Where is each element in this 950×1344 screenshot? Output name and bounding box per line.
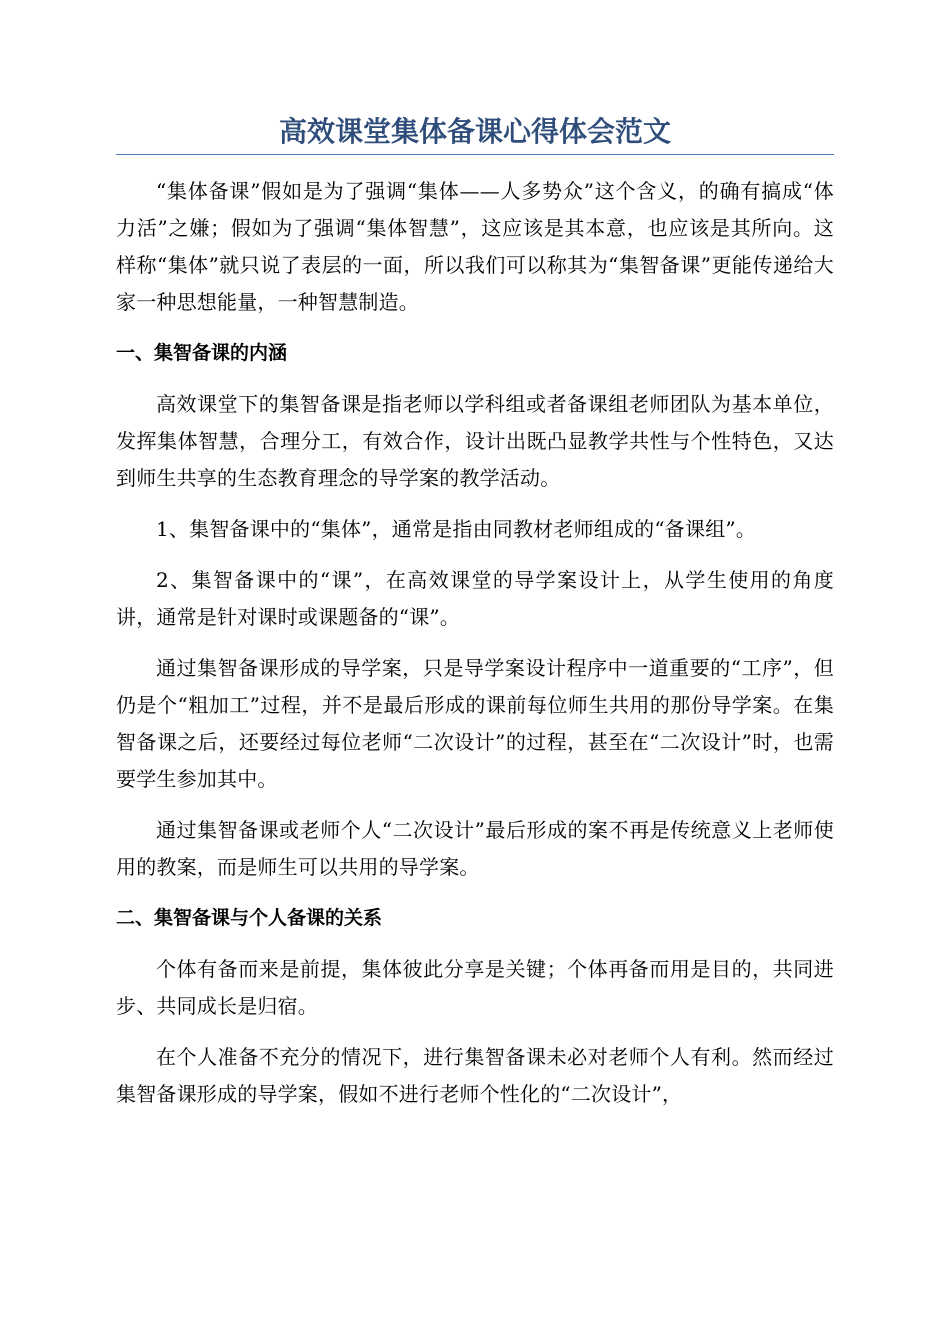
- section1-paragraph-5: 通过集智备课或老师个人“二次设计”最后形成的案不再是传统意义上老师使用的教案，而是师生可以共用的导学案。: [116, 818, 834, 879]
- intro-paragraph: “集体备课”假如是为了强调“集体——人多势众”这个含义，的确有搞成“体力活”之嫌；假如为了强调“集体智慧”，这应该是其本意，也应该是其所向。这样称“集体”就只说了表层的一面，所以我们可以称其为“集智备课”更能传递给大家一种思想能量，一种智慧制造。: [116, 179, 834, 314]
- title-underline: [116, 154, 834, 155]
- section1-paragraph-2: 1、集智备课中的“集体”，通常是指由同教材老师组成的“备课组”。: [156, 517, 757, 541]
- document-page: [116, 112, 834, 1127]
- document-title: 高效课堂集体备课心得体会范文: [278, 115, 671, 148]
- section1-paragraph-1: 高效课堂下的集智备课是指老师以学科组或者备课组老师团队为基本单位，发挥集体智慧，合理分工，有效合作，设计出既凸显教学共性与个性特色，又达到师生共享的生态教育理念的导学案的教学活动。: [116, 392, 834, 490]
- section1-paragraph-4: 通过集智备课形成的导学案，只是导学案设计程序中一道重要的“工序”，但仍是个“粗加工”过程，并不是最后形成的课前每位师生共用的那份导学案。在集智备课之后，还要经过每位老师“二次设计”的过程，甚至在“二次设计”时，也需要学生参加其中。: [116, 656, 834, 791]
- section-heading-1: 一、集智备课的内涵: [116, 342, 288, 364]
- section2-paragraph-1: 个体有备而来是前提，集体彼此分享是关键；个体再备而用是目的，共同进步、共同成长是归宿。: [116, 957, 834, 1018]
- section2-paragraph-2: 在个人准备不充分的情况下，进行集智备课未必对老师个人有利。然而经过集智备课形成的导学案，假如不进行老师个性化的“二次设计”，: [116, 1045, 834, 1106]
- section1-paragraph-3: 2、集智备课中的“课”，在高效课堂的导学案设计上，从学生使用的角度讲，通常是针对课时或课题备的“课”。: [116, 568, 834, 629]
- section-heading-2: 二、集智备课与个人备课的关系: [116, 907, 383, 929]
